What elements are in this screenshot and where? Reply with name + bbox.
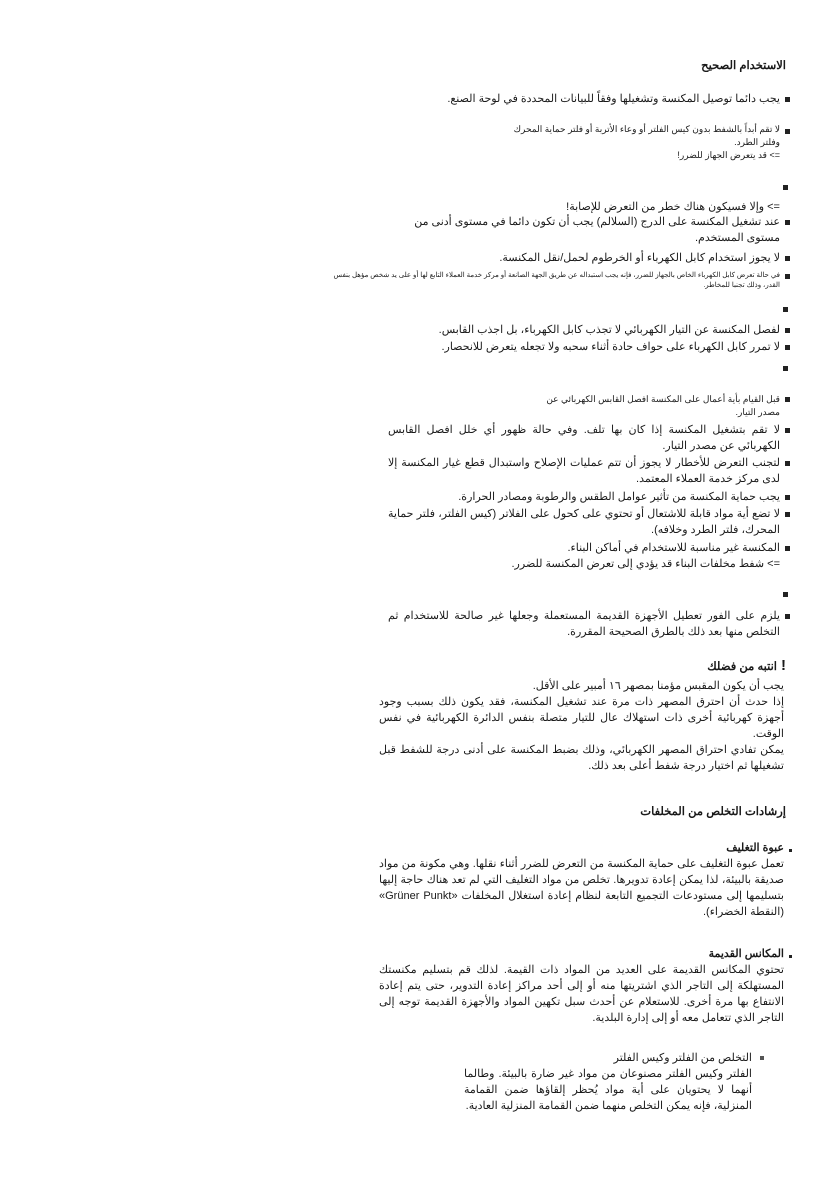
bullet-icon: [785, 546, 790, 551]
list-item: المكنسة غير مناسبة للاستخدام في أماكن البناء. => شفط مخلفات البناء قد يؤدي إلى تعرض المكنسة للضرر.: [380, 540, 780, 572]
bullet-icon: [783, 185, 788, 190]
bullet-icon: [783, 592, 788, 597]
list-item: قبل القيام بأية أعمال على المكنسة افصل القابس الكهربائي عن مصدر التيار.: [530, 393, 780, 419]
list-item: لا يجوز استخدام كابل الكهرباء أو الخرطوم لحمل/نقل المكنسة.: [380, 250, 780, 266]
list-item: عند تشغيل المكنسة على الدرج (السلالم) يجب أن تكون دائما في مستوى أدنى من مستوى المستخدم.: [390, 214, 780, 246]
list-item: لتجنب التعرض للأخطار لا يجوز أن تتم عمليات الإصلاح واستبدال قطع غيار المكنسة إلا لدى مركز خدمة العملاء المعتمد.: [388, 455, 780, 487]
bullet-icon: [789, 955, 792, 958]
bullet-icon: [785, 274, 790, 279]
warning-note: => قد يتعرض الجهاز للضرر!: [677, 150, 780, 160]
disposal-packaging: عبوة التغليف تعمل عبوة التغليف على حماية المكنسة من التعرض للضرر أثناء نقلها. وهي مكونة من مواد صديقة بالبيئة، لذا يمكن إعادة تدويرها. تخلص من مواد التغليف التي لم تعد هناك حاجة إليها بتسليمها إلى مستودعات التجميع التابعة لنظام إعادة استغلال المخلفات «Grüner Punkt» (النقطة الخضراء).: [379, 840, 784, 920]
bullet-icon: [785, 220, 790, 225]
disposal-old-appliances: المكانس القديمة تحتوي المكانس القديمة على العديد من المواد ذات القيمة. لذلك قم بتسليم مكنستك المستهلكة إلى التاجر الذي اشتريتها منه أو إلى أحد مراكز إعادة التدوير، حتى يتم إعادة الانتفاع بها مرة أخرى. للاستعلام عن أحدث سبل تكهين المواد والأجهزة القديمة توجه إلى التاجر الذي تتعامل معه أو إلى إدارة البلدية.: [379, 946, 784, 1026]
bullet-icon: [785, 97, 790, 102]
bullet-icon: [785, 428, 790, 433]
list-item: يجب دائما توصيل المكنسة وتشغيلها وفقاً للبيانات المحددة في لوحة الصنع.: [380, 91, 780, 107]
exclamation-icon: !: [781, 657, 786, 674]
bullet-icon: [785, 345, 790, 350]
bullet-icon: [785, 129, 790, 134]
disposal-filters: التخلص من الفلتر وكيس الفلتر الفلتر وكيس الفلتر مصنوعان من مواد غير ضارة بالبيئة. وطالما أنهما لا يحتويان على أية مواد يُحظر إلقاؤها ضمن القمامة المنزلية، فإنه يمكن التخلص منهما ضمن القمامة المنزلية العادية.: [464, 1050, 752, 1114]
list-item: يجب حماية المكنسة من تأثير عوامل الطقس والرطوبة ومصادر الحرارة.: [380, 489, 780, 505]
bullet-icon: [783, 307, 788, 312]
list-item: لا تقم بتشغيل المكنسة إذا كان بها تلف. وفي حالة ظهور أي خلل افصل القابس الكهربائي عن مصدر التيار.: [388, 422, 780, 454]
bullet-icon: [789, 849, 792, 852]
list-item: لا تضع أية مواد قابلة للاشتعال أو تحتوي على كحول على الفلاتر (كيس الفلتر، فلتر حماية المحرك، فلتر الطرد وخلافه).: [388, 506, 780, 538]
list-item: يلزم على الفور تعطيل الأجهزة القديمة المستعملة وجعلها غير صالحة للاستخدام ثم التخلص منها بعد ذلك بالطرق الصحيحة المقررة.: [388, 608, 780, 640]
bullet-icon: [785, 614, 790, 619]
bullet-icon: [760, 1056, 764, 1060]
list-item: لفصل المكنسة عن التيار الكهربائي لا تجذب كابل الكهرباء، بل اجذب القابس.: [380, 322, 780, 338]
attention-text: يجب أن يكون المقبس مؤمنا بمصهر ١٦ أمبير على الأقل. إذا حدث أن احترق المصهر ذات مرة عند تشغيل المكنسة، فقد يكون ذلك بسبب وجود أجهزة كهربائية أخرى ذات استهلاك عال للتيار متصلة بنفس الدائرة الكهربائية في نفس الوقت. يمكن تفادي احتراق المصهر الكهربائي، وذلك بضبط المكنسة على أدنى درجة للشفط قبل تشغيلها ثم اختيار درجة شفط أعلى بعد ذلك.: [379, 680, 784, 772]
section-title-disposal: إرشادات التخلص من المخلفات: [640, 806, 786, 818]
warning-note: => شفط مخلفات البناء قد يؤدي إلى تعرض المكنسة للضرر.: [511, 558, 780, 570]
warning-note: => وإلا فسيكون هناك خطر من التعرض للإصابة!: [566, 201, 780, 213]
bullet-icon: [783, 366, 788, 371]
bullet-icon: [785, 397, 790, 402]
list-item: في حالة تعرض كابل الكهرباء الخاص بالجهاز للضرر، فإنه يجب استبداله عن طريق الجهة الصانعة أو مركز خدمة العملاء التابع لها أو على يد شخص مؤهل بنفس القدر، وذلك تجنبا للمخاطر.: [320, 271, 780, 291]
bullet-icon: [785, 328, 790, 333]
list-item: لا تقم أبداً بالشفط بدون كيس الفلتر أو وعاء الأتربة أو فلتر حماية المحرك وفلتر الطرد. => قد يتعرض الجهاز للضرر!: [500, 123, 780, 162]
section-title-correct-use: الاستخدام الصحيح: [701, 60, 786, 72]
list-item: لا تمرر كابل الكهرباء على حواف حادة أثناء سحبه ولا تجعله يتعرض للانحصار.: [380, 339, 780, 355]
bullet-icon: [785, 512, 790, 517]
attention-heading: !انتبه من فضلك: [707, 657, 786, 674]
bullet-icon: [785, 256, 790, 261]
bullet-icon: [785, 461, 790, 466]
bullet-icon: [785, 495, 790, 500]
